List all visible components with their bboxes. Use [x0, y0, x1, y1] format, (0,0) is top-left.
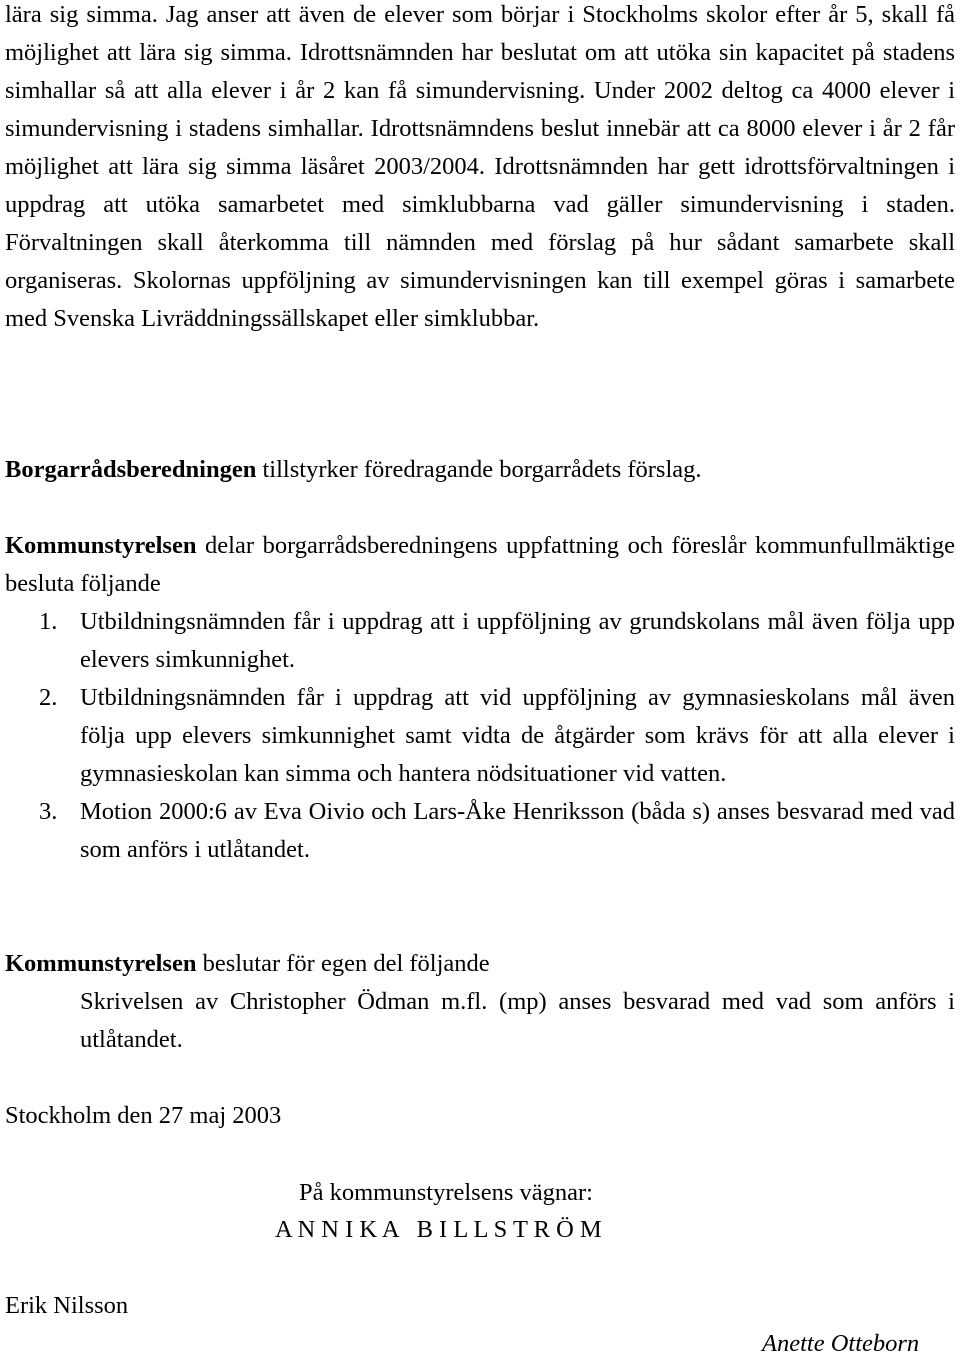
chair-name: A N N I K A B I L L S T R Ö M — [275, 1216, 602, 1243]
list-item — [5, 793, 955, 869]
on-behalf-label: På kommunstyrelsens vägnar: — [299, 1179, 593, 1206]
right-signer: Anette Otteborn — [762, 1330, 920, 1357]
borgarrad-bold: Borgarrådsberedningen — [5, 456, 257, 483]
ks-decision-rest: beslutar för egen del följande — [196, 950, 490, 977]
ks-decision — [5, 945, 955, 1059]
borgarrad-statement — [5, 451, 955, 489]
list-number: 2. — [39, 684, 58, 711]
ks-decision-text: Skrivelsen av Christopher Ödman m.fl. (mp) anses besvarad med vad som anförs i utlåtandet. — [80, 988, 955, 1053]
list-text: Utbildningsnämnden får i uppdrag att vid uppföljning av gymnasieskolans mål även följa upp elevers simkunnighet samt vidta de åtgärder som krävs för att alla elever i gymnasieskolan kan simma och hantera nödsituationer vid vatten. — [80, 684, 955, 787]
ks-proposal-bold: Kommunstyrelsen — [5, 532, 197, 559]
list-number: 3. — [39, 798, 58, 825]
list-number: 1. — [39, 608, 58, 635]
borgarrad-rest: tillstyrker föredragande borgarrådets förslag. — [256, 456, 702, 483]
list-item — [5, 679, 955, 793]
intro-text: lära sig simma. Jag anser att även de elever som börjar i Stockholms skolor efter år 5, skall få möjlighet att lära sig simma. Idrottsnämnden har beslutat om att utöka sin kapacitet på stadens simhallar så att alla elever i år 2 kan få simundervisning. Under 2002 deltog ca 4000 elever i simundervisning i stadens simhallar. Idrottsnämndens beslut innebär att ca 8000 elever i år 2 får möjlighet att lära sig simma läsåret 2003/2004. Idrottsnämnden har gett idrottsförvaltningen i uppdrag att utöka samarbetet med simklubbarna vad gäller simundervisning i staden. Förvaltningen skall återkomma till nämnden med förslag på hur sådant samarbete skall organiseras. Skolornas uppföljning av simundervisningen kan till exempel göras i samarbete med Svenska Livräddningssällskapet eller simklubbar. — [5, 1, 955, 332]
ks-decision-bold: Kommunstyrelsen — [5, 950, 197, 977]
intro-paragraph — [5, 0, 955, 338]
list-item — [5, 603, 955, 679]
list-text: Utbildningsnämnden får i uppdrag att i uppföljning av grundskolans mål även följa upp elevers simkunnighet. — [80, 608, 955, 673]
list-text: Motion 2000:6 av Eva Oivio och Lars-Åke Henriksson (båda s) anses besvarad med vad som anförs i utlåtandet. — [80, 798, 955, 863]
place-date: Stockholm den 27 maj 2003 — [5, 1102, 282, 1129]
left-signer: Erik Nilsson — [5, 1292, 129, 1319]
ks-proposal-rest: delar borgarrådsberedningens uppfattning och föreslår kommunfullmäktige besluta följande — [5, 532, 955, 597]
ks-proposal — [5, 527, 955, 869]
